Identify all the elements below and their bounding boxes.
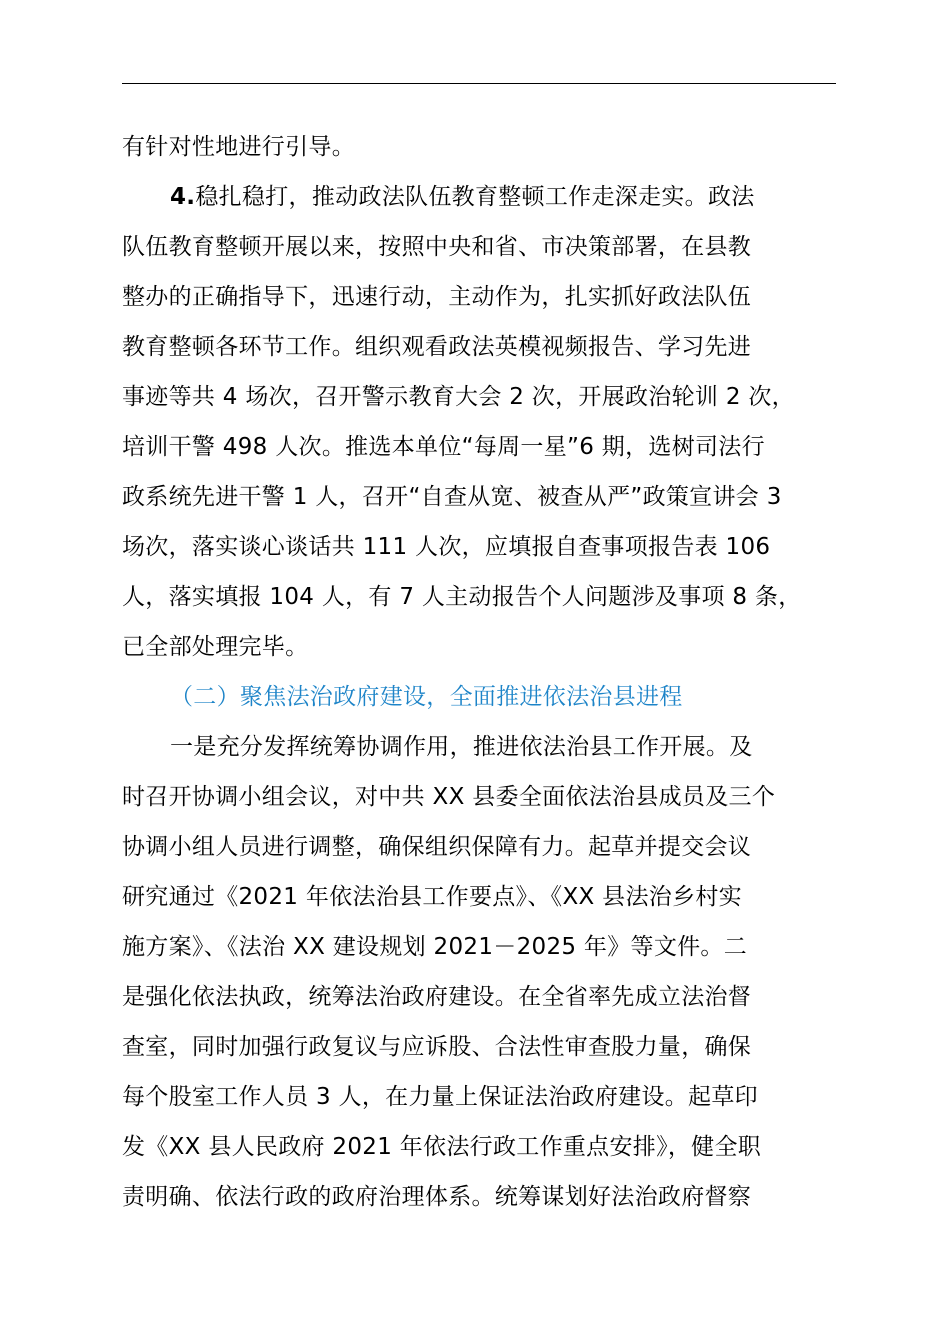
text-line: 政系统先进干警 1 人，召开“自查从宽、被查从严”政策宣讲会 3	[122, 484, 782, 510]
section-heading: （二）聚焦法治政府建设，全面推进依法治县进程	[170, 684, 683, 710]
text-line: 责明确、依法行政的政府治理体系。统筹谋划好法治政府督察	[122, 1184, 752, 1210]
text-line: 时召开协调小组会议，对中共 XX 县委全面依法治县成员及三个	[122, 784, 776, 810]
text-line: 协调小组人员进行调整，确保组织保障有力。起草并提交会议	[122, 834, 752, 860]
header-rule	[122, 83, 836, 84]
text-line: 发《XX 县人民政府 2021 年依法行政工作重点安排》，健全职	[122, 1134, 762, 1160]
text-line: 是强化依法执政，统筹法治政府建设。在全省率先成立法治督	[122, 984, 752, 1010]
text-line: 人，落实填报 104 人，有 7 人主动报告个人问题涉及事项 8 条，	[122, 584, 802, 610]
text-line: 整办的正确指导下，迅速行动，主动作为，扎实抓好政法队伍	[122, 284, 752, 310]
text-line: 每个股室工作人员 3 人，在力量上保证法治政府建设。起草印	[122, 1084, 758, 1110]
text-line: 培训干警 498 人次。推选本单位“每周一星”6 期，选树司法行	[122, 434, 765, 460]
text-line: 研究通过《2021 年依法治县工作要点》、《XX 县法治乡村实	[122, 884, 742, 910]
text-line: 已全部处理完毕。	[122, 634, 309, 660]
text-line: 场次，落实谈心谈话共 111 人次，应填报自查事项报告表 106	[122, 534, 771, 560]
text-line: 查室，同时加强行政复议与应诉股、合法性审查股力量，确保	[122, 1034, 752, 1060]
text-line: 稳扎稳打，推动政法队伍教育整顿工作走深走实。政法	[195, 184, 755, 210]
item-number: 4.	[170, 184, 196, 210]
text-line: 队伍教育整顿开展以来，按照中央和省、市决策部署，在县教	[122, 234, 752, 260]
text-line: 教育整顿各环节工作。组织观看政法英模视频报告、学习先进	[122, 334, 752, 360]
text-line: 有针对性地进行引导。	[122, 134, 355, 160]
paragraph-first-line: 一是充分发挥统筹协调作用，推进依法治县工作开展。及	[170, 734, 753, 760]
text-line: 事迹等共 4 场次，召开警示教育大会 2 次，开展政治轮训 2 次，	[122, 384, 795, 410]
text-line: 施方案》、《法治 XX 建设规划 2021－2025 年》等文件。二	[122, 934, 748, 960]
paragraph-4-first-line	[170, 181, 910, 213]
